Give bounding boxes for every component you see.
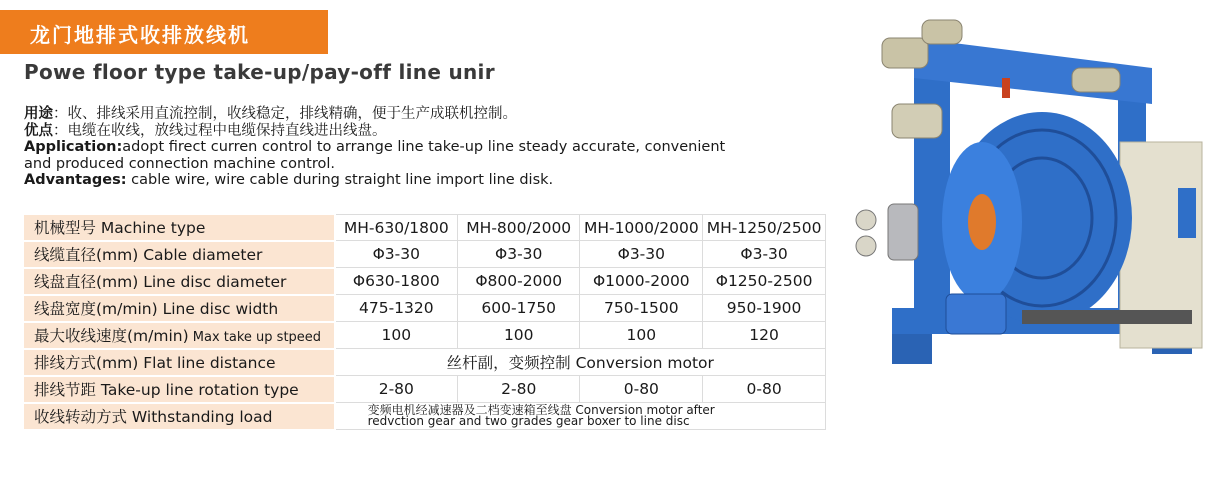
control-panel [1178,188,1196,238]
cell: 100 [458,322,580,349]
table-row [24,322,826,349]
traverse-shaft [1022,310,1192,324]
warning-label [1002,78,1010,98]
usage-text: ：收、排线采用直流控制，收线稳定，排线精确，便于生产成联机控制。 [53,106,517,122]
gantry-column [914,38,950,328]
application-label: Application: [24,139,123,155]
cell: Φ3-30 [580,241,703,268]
advantage-text-cn: ：电缆在收线，放线过程中电缆保持直线进出线盘。 [53,122,387,139]
gearbox [946,294,1006,334]
cell: MH-1000/2000 [580,215,703,241]
advantage-line-cn [24,123,824,140]
motor [882,38,928,68]
cell: 2-80 [458,376,580,403]
drum-hub [968,194,996,250]
cell: 2-80 [335,376,458,403]
description [24,106,824,189]
usage-label: 用途 [24,106,53,122]
speed-label-cn: 最大收线速度(m/min) [34,327,189,345]
row-label: 线盘宽度(m/min) Line disc width [24,295,335,322]
machine-illustration [852,8,1208,384]
title-banner [0,10,328,54]
row-label: 排线节距 Take-up line rotation type [24,376,335,403]
cell: Φ1000-2000 [580,268,703,295]
cell: 475-1320 [335,295,458,322]
cell: MH-800/2000 [458,215,580,241]
motor [1072,68,1120,92]
cell: MH-1250/2500 [703,215,826,241]
table-row [24,295,826,322]
cell: 950-1900 [703,295,826,322]
table-row [24,349,826,376]
advantages-line [24,172,824,189]
table-row [24,268,826,295]
motor [922,20,962,44]
advantage-label-cn: 优点 [24,122,53,139]
cell: Φ3-30 [335,241,458,268]
application-line-2: and produced connection machine control. [24,155,335,172]
pulley [856,236,876,256]
speed-label-en: Max take up stpeed [188,330,322,345]
cell: 0-80 [703,376,826,403]
row-label: 排线方式(mm) Flat line distance [24,349,335,376]
motor [892,104,942,138]
row-label: 收线转动方式 Withstanding load [24,403,335,430]
winding-text-en: Conversion motor after [571,403,715,417]
row-label: 线盘直径(mm) Line disc diameter [24,268,335,295]
winding-text-cn: 变频电机经减速器及二档变速箱至线盘 [367,403,572,417]
advantages-text: cable wire, wire cable during straight line import line disk. [126,172,554,188]
table-row [24,376,826,403]
winding-text-en-2: redvction gear and two grades gear boxer to line disc [367,414,690,428]
row-label: 机械型号 Machine type [24,215,335,241]
application-line [24,139,824,156]
cell: 0-80 [580,376,703,403]
cell: 600-1750 [458,295,580,322]
cell: Φ630-1800 [335,268,458,295]
base-foot [892,334,932,364]
cell: 750-1500 [580,295,703,322]
cell: Φ3-30 [703,241,826,268]
cell: Φ3-30 [458,241,580,268]
cell: 100 [335,322,458,349]
cell: MH-630/1800 [335,215,458,241]
cell [335,403,826,430]
spec-table [24,214,826,431]
row-label: 线缆直径(mm) Cable diameter [24,241,335,268]
title-en: Powe floor type take-up/pay-off line unir [24,60,495,84]
pulley [856,210,876,230]
table-row [24,241,826,268]
cell: Φ1250-2500 [703,268,826,295]
pulley-wheel [888,204,918,260]
advantages-label: Advantages: [24,172,127,188]
cell: 120 [703,322,826,349]
table-row [24,403,826,430]
cell: 丝杆副，变频控制 Conversion motor [335,349,826,376]
title-cn: 龙门地排式收排放线机 [30,23,250,47]
cell: 100 [580,322,703,349]
row-label [24,322,335,349]
application-text: adopt firect curren control to arrange line take-up line steady accurate, convenient [122,139,726,155]
table-row [24,215,826,241]
usage-line [24,106,824,123]
cell: Φ800-2000 [458,268,580,295]
